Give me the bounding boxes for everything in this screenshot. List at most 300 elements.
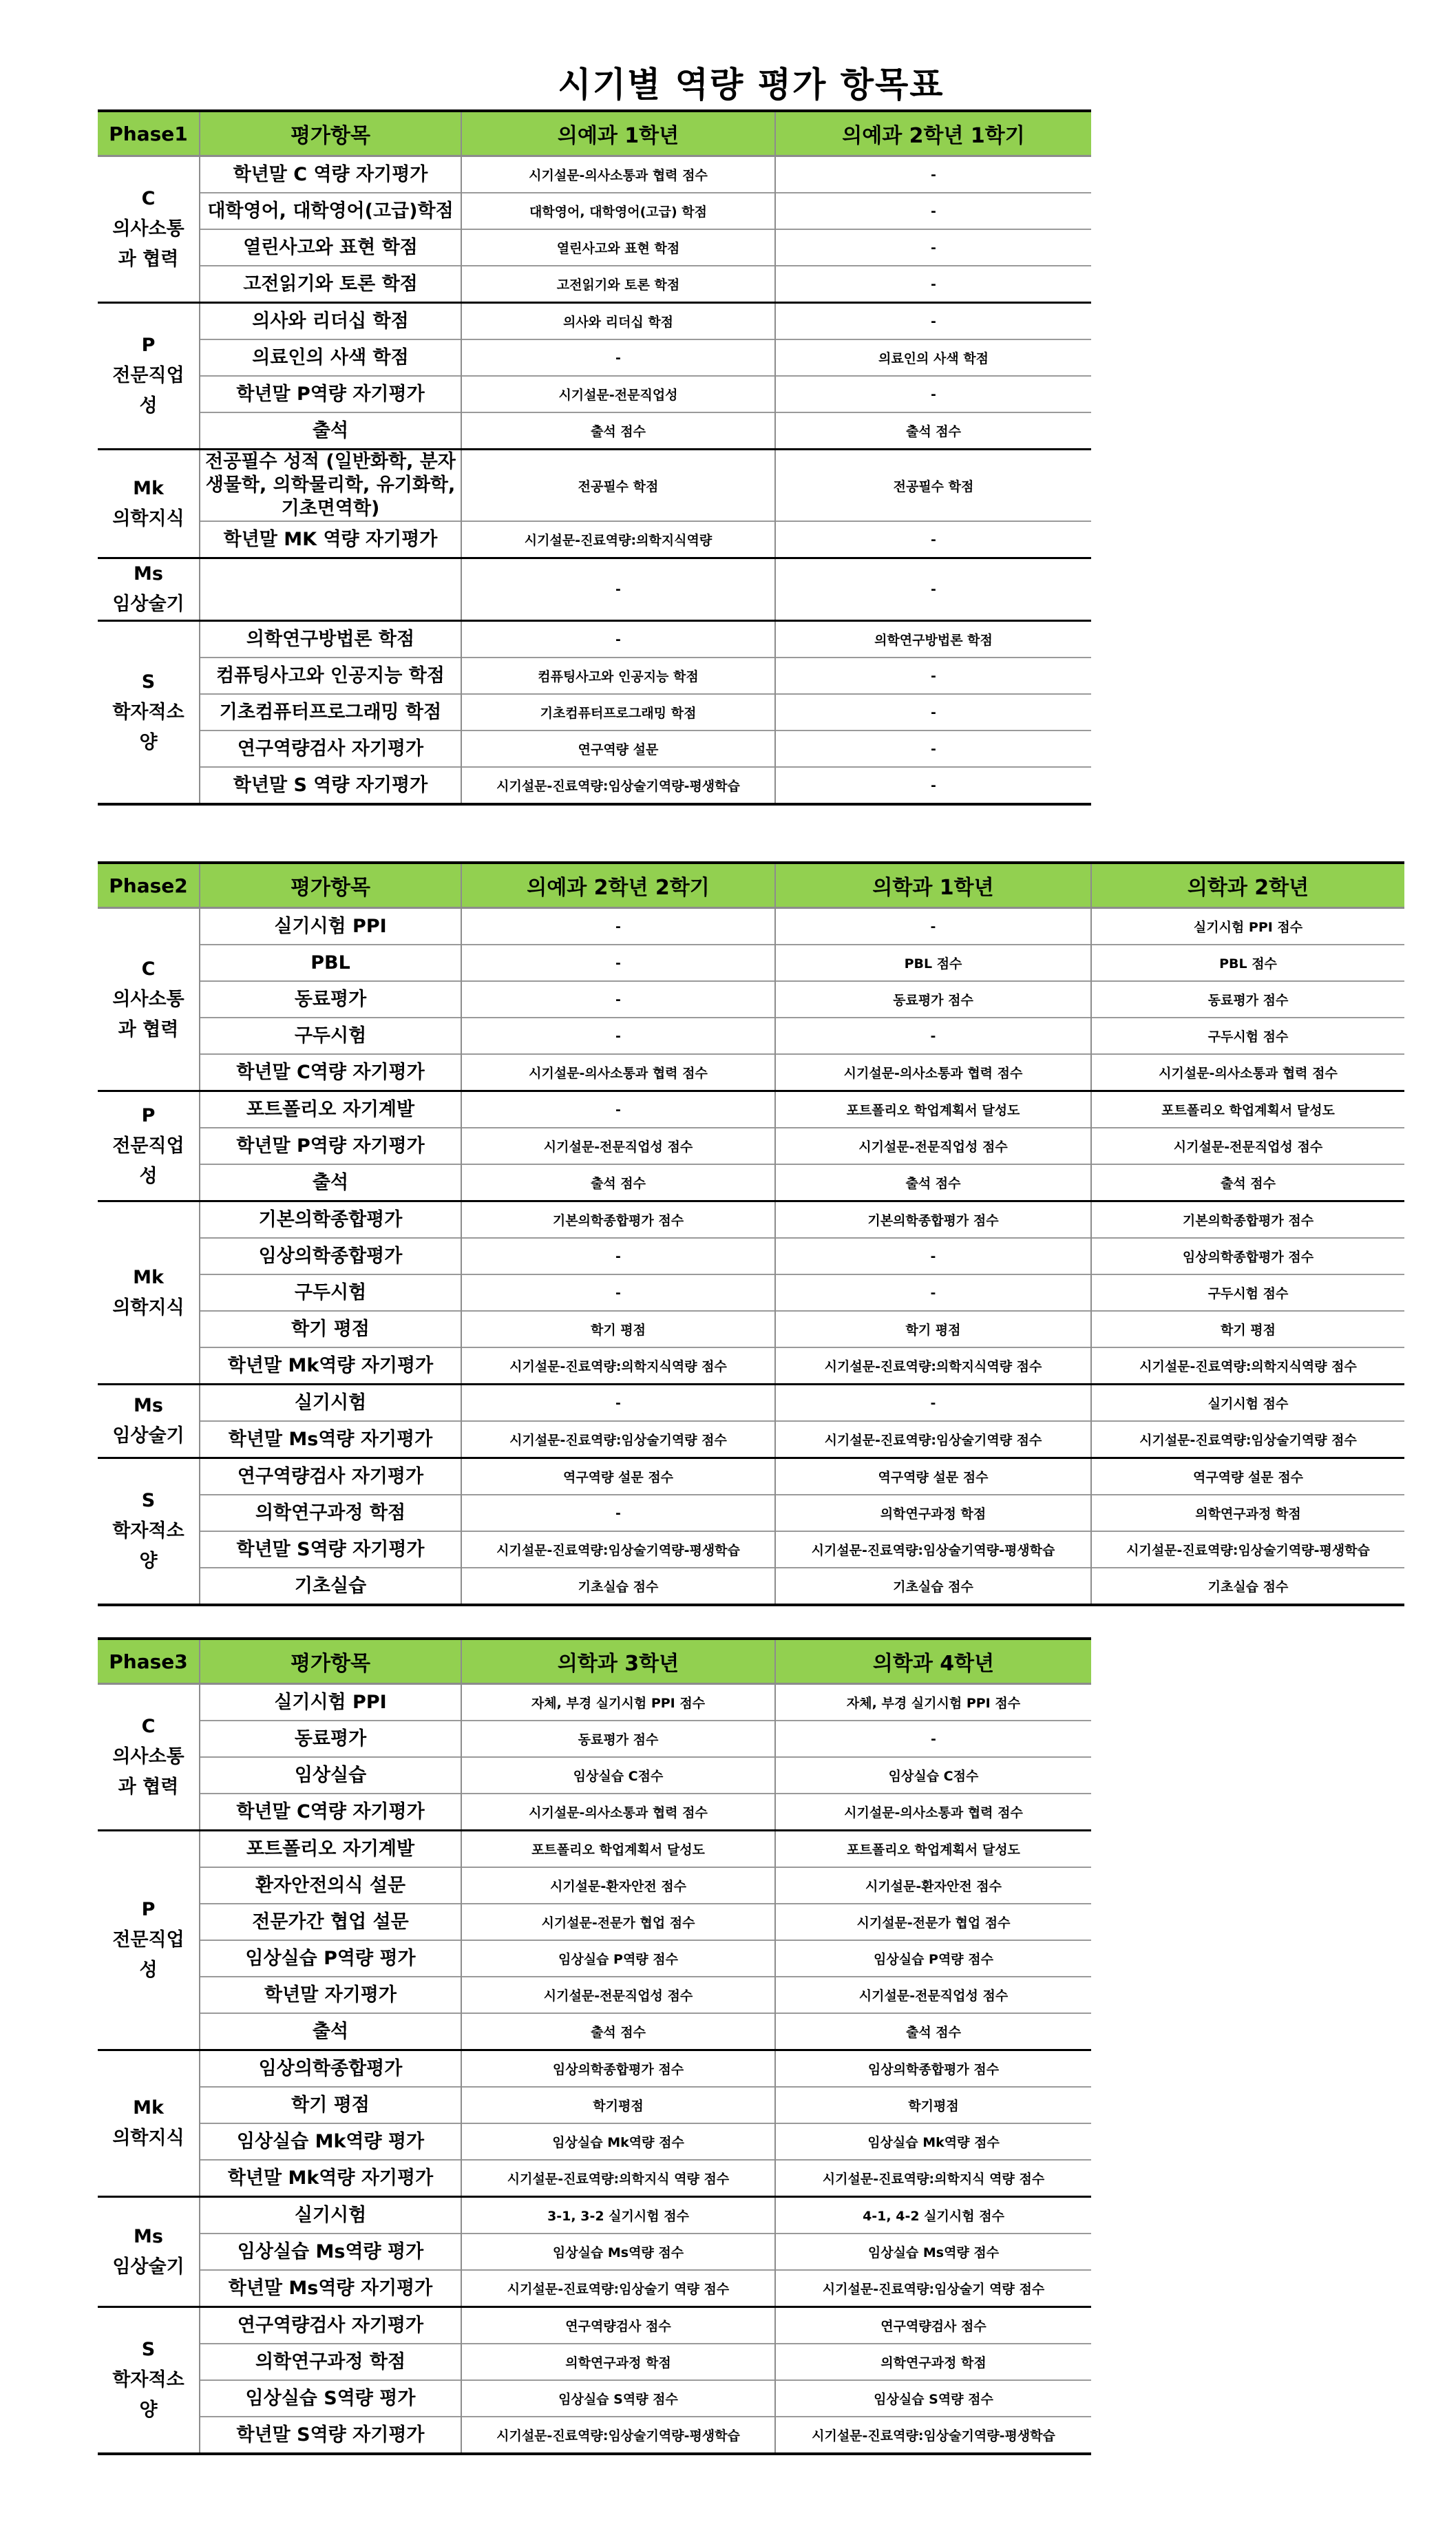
evaluation-item: 학년말 자기평가 xyxy=(200,1977,461,2013)
evaluation-value: 실기시험 점수 xyxy=(1091,1385,1404,1422)
evaluation-value: - xyxy=(775,266,1091,303)
evaluation-value: 3-1, 3-2 실기시험 점수 xyxy=(461,2197,775,2234)
evaluation-value: 시기설문-전문직업성 점수 xyxy=(1091,1128,1404,1164)
evaluation-value: 출석 점수 xyxy=(775,2013,1091,2050)
evaluation-value: - xyxy=(461,1385,775,1422)
evaluation-value: 임상실습 Mk역량 점수 xyxy=(775,2123,1091,2160)
table-row xyxy=(98,266,1091,303)
evaluation-value: - xyxy=(775,658,1091,694)
evaluation-item: 실기시험 xyxy=(200,1385,461,1422)
evaluation-item: 임상의학종합평가 xyxy=(200,1238,461,1274)
evaluation-value: - xyxy=(461,1238,775,1274)
evaluation-value: 임상실습 S역량 점수 xyxy=(461,2380,775,2417)
evaluation-item: 출석 xyxy=(200,2013,461,2050)
evaluation-value: - xyxy=(461,339,775,376)
table-row xyxy=(98,450,1091,522)
evaluation-value: - xyxy=(775,521,1091,558)
evaluation-item: 학년말 Ms역량 자기평가 xyxy=(200,1421,461,1458)
header-row xyxy=(98,111,1091,156)
evaluation-item: 의학연구방법론 학점 xyxy=(200,621,461,658)
evaluation-value: 출석 점수 xyxy=(461,1164,775,1201)
competency-name: 전문직업성 xyxy=(112,365,184,417)
evaluation-value: 의학연구과정 학점 xyxy=(775,1495,1091,1531)
competency-code: C xyxy=(141,188,156,209)
evaluation-value: 시기설문-의사소통과 협력 점수 xyxy=(461,1054,775,1091)
table-row xyxy=(98,229,1091,266)
evaluation-value: 시기설문-진료역량:의학지식역량 점수 xyxy=(1091,1347,1404,1385)
table-row xyxy=(98,1940,1091,1977)
competency-code: P xyxy=(141,1899,156,1920)
table-row xyxy=(98,1201,1404,1239)
competency-code: Mk xyxy=(133,1266,164,1288)
evaluation-value: - xyxy=(775,1721,1091,1757)
evaluation-item: 임상실습 S역량 평가 xyxy=(200,2380,461,2417)
table-row xyxy=(98,1164,1404,1201)
table-row xyxy=(98,1311,1404,1347)
table-row xyxy=(98,1238,1404,1274)
evaluation-value: 4-1, 4-2 실기시험 점수 xyxy=(775,2197,1091,2234)
table-row xyxy=(98,1794,1091,1831)
competency-code: Mk xyxy=(133,2097,164,2119)
competency-code: S xyxy=(141,671,156,693)
evaluation-item: 학년말 P역량 자기평가 xyxy=(200,376,461,412)
evaluation-item: 출석 xyxy=(200,412,461,450)
table-row xyxy=(98,2087,1091,2123)
evaluation-value: 출석 점수 xyxy=(775,412,1091,450)
table-row xyxy=(98,731,1091,767)
table-row xyxy=(98,694,1091,731)
evaluation-value: 시기설문-전문직업성 점수 xyxy=(461,1977,775,2013)
competency-group-p xyxy=(98,1831,200,2050)
evaluation-value: 시기설문-전문직업성 점수 xyxy=(775,1128,1091,1164)
evaluation-value: 시기설문-진료역량:임상술기 역량 점수 xyxy=(775,2270,1091,2307)
table-row xyxy=(98,1568,1404,1605)
table-row xyxy=(98,1421,1404,1458)
evaluation-value: 의학연구과정 학점 xyxy=(461,2344,775,2380)
evaluation-item: 의학연구과정 학점 xyxy=(200,1495,461,1531)
competency-name: 학자적소양 xyxy=(112,701,184,753)
evaluation-value: PBL 점수 xyxy=(775,945,1091,981)
table-row xyxy=(98,981,1404,1018)
evaluation-item: 임상실습 Ms역량 평가 xyxy=(200,2234,461,2270)
evaluation-value: - xyxy=(461,945,775,981)
evaluation-item: 실기시험 PPI xyxy=(200,908,461,945)
evaluation-value: - xyxy=(775,1385,1091,1422)
evaluation-value: 학기평점 xyxy=(775,2087,1091,2123)
evaluation-value: 시기설문-진료역량:의학지식역량 xyxy=(461,521,775,558)
column-header-period: 의예과 1학년 xyxy=(461,111,775,156)
evaluation-value: - xyxy=(775,1018,1091,1054)
competency-code: Mk xyxy=(133,477,164,499)
competency-group-s xyxy=(98,621,200,805)
evaluation-item: 의사와 리더십 학점 xyxy=(200,303,461,340)
evaluation-value: - xyxy=(775,767,1091,804)
table-row xyxy=(98,339,1091,376)
evaluation-value: 임상실습 P역량 점수 xyxy=(775,1940,1091,1977)
table-row xyxy=(98,376,1091,412)
evaluation-value: - xyxy=(775,193,1091,229)
competency-name: 임상술기 xyxy=(112,1425,184,1447)
evaluation-value: 임상실습 S역량 점수 xyxy=(775,2380,1091,2417)
table-row xyxy=(98,1385,1404,1422)
evaluation-item: 실기시험 xyxy=(200,2197,461,2234)
table-row xyxy=(98,1757,1091,1794)
evaluation-value: 출석 점수 xyxy=(461,2013,775,2050)
competency-group-mk xyxy=(98,1201,200,1385)
competency-code: C xyxy=(141,958,156,980)
evaluation-value: 시기설문-진료역량:임상술기역량-평생학습 xyxy=(775,1531,1091,1568)
phase1-table xyxy=(98,109,1091,806)
evaluation-value: 임상실습 C점수 xyxy=(775,1757,1091,1794)
evaluation-item: 학년말 MK 역량 자기평가 xyxy=(200,521,461,558)
table-row xyxy=(98,521,1091,558)
evaluation-value: 기초실습 점수 xyxy=(1091,1568,1404,1605)
competency-code: P xyxy=(141,335,156,356)
evaluation-value: 시기설문-전문직업성 점수 xyxy=(461,1128,775,1164)
evaluation-value: 시기설문-진료역량:의학지식역량 점수 xyxy=(775,1347,1091,1385)
evaluation-value: 의료인의 사색 학점 xyxy=(775,339,1091,376)
competency-group-p xyxy=(98,1091,200,1201)
table-row xyxy=(98,1977,1091,2013)
competency-name: 전문직업성 xyxy=(112,1135,184,1187)
table-row xyxy=(98,621,1091,658)
competency-code: S xyxy=(141,1490,156,1511)
evaluation-value: 의학연구과정 학점 xyxy=(775,2344,1091,2380)
column-header-period: 의예과 2학년 1학기 xyxy=(775,111,1091,156)
evaluation-value: 학기 평점 xyxy=(1091,1311,1404,1347)
competency-group-p xyxy=(98,303,200,450)
evaluation-item: 대학영어, 대학영어(고급)학점 xyxy=(200,193,461,229)
evaluation-item: 학년말 Mk역량 자기평가 xyxy=(200,2160,461,2197)
evaluation-value: 대학영어, 대학영어(고급) 학점 xyxy=(461,193,775,229)
competency-group-c xyxy=(98,156,200,303)
evaluation-item: 구두시험 xyxy=(200,1274,461,1311)
evaluation-value: 출석 점수 xyxy=(1091,1164,1404,1201)
column-header-item: 평가항목 xyxy=(200,863,461,908)
evaluation-item xyxy=(200,558,461,621)
evaluation-item: 전문가간 협업 설문 xyxy=(200,1904,461,1940)
evaluation-value: 시기설문-진료역량:의학지식 역량 점수 xyxy=(775,2160,1091,2197)
table-row xyxy=(98,2123,1091,2160)
evaluation-value: - xyxy=(775,1274,1091,1311)
phase-label: Phase3 xyxy=(98,1639,200,1684)
evaluation-item: 전공필수 성적 (일반화학, 분자생물학, 의학물리학, 유기화학, 기초면역학) xyxy=(200,450,461,522)
evaluation-value: 의사와 리더십 학점 xyxy=(461,303,775,340)
evaluation-value: - xyxy=(775,1238,1091,1274)
evaluation-value: 출석 점수 xyxy=(461,412,775,450)
evaluation-item: 학기 평점 xyxy=(200,1311,461,1347)
evaluation-value: 의학연구과정 학점 xyxy=(1091,1495,1404,1531)
evaluation-value: - xyxy=(461,1018,775,1054)
evaluation-value: 시기설문-진료역량:임상술기 역량 점수 xyxy=(461,2270,775,2307)
table-row xyxy=(98,2270,1091,2307)
competency-code: P xyxy=(141,1104,156,1126)
competency-group-mk xyxy=(98,450,200,558)
evaluation-item: 구두시험 xyxy=(200,1018,461,1054)
competency-name: 의학지식 xyxy=(112,507,184,529)
competency-name: 의사소통과 협력 xyxy=(112,1746,184,1798)
evaluation-value: - xyxy=(775,229,1091,266)
table-row xyxy=(98,1495,1404,1531)
column-header-period: 의예과 2학년 2학기 xyxy=(461,863,775,908)
evaluation-value: 연구역량 설문 xyxy=(461,731,775,767)
evaluation-item: PBL xyxy=(200,945,461,981)
header-row xyxy=(98,1639,1091,1684)
evaluation-item: 학년말 P역량 자기평가 xyxy=(200,1128,461,1164)
evaluation-value: 시기설문-진료역량:임상술기역량-평생학습 xyxy=(1091,1531,1404,1568)
evaluation-value: 역구역량 설문 점수 xyxy=(461,1458,775,1495)
table-row xyxy=(98,156,1091,193)
competency-name: 전문직업성 xyxy=(112,1929,184,1981)
evaluation-value: 임상실습 Mk역량 점수 xyxy=(461,2123,775,2160)
evaluation-value: PBL 점수 xyxy=(1091,945,1404,981)
evaluation-value: 임상의학종합평가 점수 xyxy=(1091,1238,1404,1274)
evaluation-item: 동료평가 xyxy=(200,1721,461,1757)
evaluation-item: 학년말 Ms역량 자기평가 xyxy=(200,2270,461,2307)
table-row xyxy=(98,1531,1404,1568)
evaluation-value: 포트폴리오 학업계획서 달성도 xyxy=(1091,1091,1404,1128)
evaluation-value: 의학연구방법론 학점 xyxy=(775,621,1091,658)
evaluation-value: 포트폴리오 학업계획서 달성도 xyxy=(461,1831,775,1868)
column-header-period: 의학과 2학년 xyxy=(1091,863,1404,908)
table-row xyxy=(98,1867,1091,1904)
evaluation-item: 임상의학종합평가 xyxy=(200,2050,461,2088)
evaluation-item: 학년말 Mk역량 자기평가 xyxy=(200,1347,461,1385)
evaluation-value: 임상실습 C점수 xyxy=(461,1757,775,1794)
competency-name: 학자적소양 xyxy=(112,1520,184,1572)
evaluation-value: 역구역량 설문 점수 xyxy=(1091,1458,1404,1495)
column-header-period: 의학과 1학년 xyxy=(775,863,1091,908)
evaluation-value: 시기설문-전문가 협업 점수 xyxy=(775,1904,1091,1940)
evaluation-value: 전공필수 학점 xyxy=(461,450,775,522)
evaluation-item: 학년말 S역량 자기평가 xyxy=(200,1531,461,1568)
evaluation-value: - xyxy=(775,303,1091,340)
table-row xyxy=(98,2160,1091,2197)
competency-group-ms xyxy=(98,2197,200,2307)
column-header-item: 평가항목 xyxy=(200,111,461,156)
evaluation-value: 임상의학종합평가 점수 xyxy=(775,2050,1091,2088)
phase2-table xyxy=(98,861,1404,1606)
evaluation-value: 출석 점수 xyxy=(775,1164,1091,1201)
evaluation-item: 의학연구과정 학점 xyxy=(200,2344,461,2380)
evaluation-value: 시기설문-진료역량:임상술기역량 점수 xyxy=(1091,1421,1404,1458)
evaluation-value: 시기설문-진료역량:의학지식 역량 점수 xyxy=(461,2160,775,2197)
evaluation-item: 환자안전의식 설문 xyxy=(200,1867,461,1904)
evaluation-value: 시기설문-환자안전 점수 xyxy=(461,1867,775,1904)
table-row xyxy=(98,1274,1404,1311)
table-row xyxy=(98,2013,1091,2050)
evaluation-value: 기본의학종합평가 점수 xyxy=(461,1201,775,1239)
competency-name: 의사소통과 협력 xyxy=(112,218,184,270)
evaluation-value: - xyxy=(775,694,1091,731)
competency-group-c xyxy=(98,908,200,1091)
evaluation-value: - xyxy=(461,908,775,945)
table-row xyxy=(98,1054,1404,1091)
table-row xyxy=(98,558,1091,621)
table-row xyxy=(98,1091,1404,1128)
table-row xyxy=(98,412,1091,450)
competency-code: Ms xyxy=(134,2225,163,2247)
competency-code: Ms xyxy=(134,1395,163,1416)
table-row xyxy=(98,193,1091,229)
table-row xyxy=(98,945,1404,981)
evaluation-value: - xyxy=(775,558,1091,621)
evaluation-value: 동료평가 점수 xyxy=(775,981,1091,1018)
evaluation-value: - xyxy=(461,621,775,658)
evaluation-value: 시기설문-의사소통과 협력 점수 xyxy=(461,156,775,193)
evaluation-value: 학기 평점 xyxy=(461,1311,775,1347)
evaluation-value: - xyxy=(775,731,1091,767)
phase-label: Phase2 xyxy=(98,863,200,908)
table-row xyxy=(98,1128,1404,1164)
column-header-item: 평가항목 xyxy=(200,1639,461,1684)
evaluation-value: 시기설문-진료역량:임상술기역량-평생학습 xyxy=(461,2417,775,2454)
evaluation-item: 출석 xyxy=(200,1164,461,1201)
evaluation-value: 포트폴리오 학업계획서 달성도 xyxy=(775,1091,1091,1128)
evaluation-value: 시기설문-의사소통과 협력 점수 xyxy=(1091,1054,1404,1091)
evaluation-value: 학기 평점 xyxy=(775,1311,1091,1347)
competency-name: 학자적소양 xyxy=(112,2369,184,2421)
evaluation-item: 임상실습 xyxy=(200,1757,461,1794)
evaluation-item: 포트폴리오 자기계발 xyxy=(200,1091,461,1128)
evaluation-value: - xyxy=(461,1495,775,1531)
evaluation-value: 시기설문-전문직업성 점수 xyxy=(775,1977,1091,2013)
evaluation-value: 기초컴퓨터프로그래밍 학점 xyxy=(461,694,775,731)
evaluation-value: - xyxy=(461,1274,775,1311)
evaluation-value: 기본의학종합평가 점수 xyxy=(1091,1201,1404,1239)
competency-group-c xyxy=(98,1684,200,1831)
evaluation-item: 학년말 S역량 자기평가 xyxy=(200,2417,461,2454)
evaluation-item: 기본의학종합평가 xyxy=(200,1201,461,1239)
evaluation-item: 기초컴퓨터프로그래밍 학점 xyxy=(200,694,461,731)
evaluation-value: 역구역량 설문 점수 xyxy=(775,1458,1091,1495)
evaluation-item: 학년말 C역량 자기평가 xyxy=(200,1794,461,1831)
evaluation-item: 열린사고와 표현 학점 xyxy=(200,229,461,266)
phase3-table xyxy=(98,1637,1091,2455)
evaluation-value: - xyxy=(775,376,1091,412)
table-row xyxy=(98,1831,1091,1868)
evaluation-value: 동료평가 점수 xyxy=(1091,981,1404,1018)
evaluation-item: 학년말 C역량 자기평가 xyxy=(200,1054,461,1091)
table-row xyxy=(98,1018,1404,1054)
evaluation-value: 시기설문-진료역량:임상술기역량-평생학습 xyxy=(461,767,775,804)
evaluation-item: 포트폴리오 자기계발 xyxy=(200,1831,461,1868)
evaluation-value: 시기설문-진료역량:임상술기역량-평생학습 xyxy=(775,2417,1091,2454)
evaluation-value: - xyxy=(461,981,775,1018)
evaluation-value: 구두시험 점수 xyxy=(1091,1018,1404,1054)
evaluation-item: 기초실습 xyxy=(200,1568,461,1605)
evaluation-item: 컴퓨팅사고와 인공지능 학점 xyxy=(200,658,461,694)
evaluation-value: 동료평가 점수 xyxy=(461,1721,775,1757)
evaluation-item: 동료평가 xyxy=(200,981,461,1018)
column-header-period: 의학과 4학년 xyxy=(775,1639,1091,1684)
table-row xyxy=(98,908,1404,945)
competency-name: 의학지식 xyxy=(112,2127,184,2149)
table-row xyxy=(98,2344,1091,2380)
evaluation-value: 시기설문-의사소통과 협력 점수 xyxy=(775,1054,1091,1091)
table-row xyxy=(98,2197,1091,2234)
evaluation-value: - xyxy=(461,558,775,621)
competency-name: 임상술기 xyxy=(112,2256,184,2278)
header-row xyxy=(98,863,1404,908)
table-row xyxy=(98,767,1091,804)
phase-label: Phase1 xyxy=(98,111,200,156)
evaluation-value: 학기평점 xyxy=(461,2087,775,2123)
evaluation-value: 컴퓨팅사고와 인공지능 학점 xyxy=(461,658,775,694)
table-row xyxy=(98,1458,1404,1495)
competency-code: Ms xyxy=(134,563,163,585)
evaluation-value: 기초실습 점수 xyxy=(775,1568,1091,1605)
table-row xyxy=(98,2417,1091,2454)
competency-name: 의학지식 xyxy=(112,1296,184,1318)
page-title: 시기별 역량 평가 항목표 xyxy=(558,65,945,105)
evaluation-value: 시기설문-전문직업성 xyxy=(461,376,775,412)
evaluation-value: 실기시험 PPI 점수 xyxy=(1091,908,1404,945)
competency-group-ms xyxy=(98,558,200,621)
evaluation-item: 학년말 S 역량 자기평가 xyxy=(200,767,461,804)
column-header-period: 의학과 3학년 xyxy=(461,1639,775,1684)
evaluation-value: 연구역량검사 점수 xyxy=(461,2307,775,2344)
evaluation-value: 시기설문-진료역량:의학지식역량 점수 xyxy=(461,1347,775,1385)
evaluation-value: 연구역량검사 점수 xyxy=(775,2307,1091,2344)
competency-group-ms xyxy=(98,1385,200,1458)
evaluation-value: 임상의학종합평가 점수 xyxy=(461,2050,775,2088)
table-row xyxy=(98,2050,1091,2088)
evaluation-value: - xyxy=(461,1091,775,1128)
competency-name: 의사소통과 협력 xyxy=(112,988,184,1040)
evaluation-value: 임상실습 Ms역량 점수 xyxy=(461,2234,775,2270)
evaluation-value: 자체, 부경 실기시험 PPI 점수 xyxy=(461,1684,775,1721)
table-row xyxy=(98,1721,1091,1757)
evaluation-value: 시기설문-의사소통과 협력 점수 xyxy=(461,1794,775,1831)
evaluation-item: 연구역량검사 자기평가 xyxy=(200,1458,461,1495)
evaluation-item: 연구역량검사 자기평가 xyxy=(200,731,461,767)
evaluation-value: 포트폴리오 학업계획서 달성도 xyxy=(775,1831,1091,1868)
evaluation-value: 임상실습 P역량 점수 xyxy=(461,1940,775,1977)
table-row xyxy=(98,2234,1091,2270)
evaluation-item: 의료인의 사색 학점 xyxy=(200,339,461,376)
evaluation-item: 학년말 C 역량 자기평가 xyxy=(200,156,461,193)
competency-group-mk xyxy=(98,2050,200,2197)
evaluation-value: 임상실습 Ms역량 점수 xyxy=(775,2234,1091,2270)
evaluation-value: 시기설문-진료역량:임상술기역량-평생학습 xyxy=(461,1531,775,1568)
evaluation-item: 실기시험 PPI xyxy=(200,1684,461,1721)
table-row xyxy=(98,2307,1091,2344)
evaluation-item: 고전읽기와 토론 학점 xyxy=(200,266,461,303)
competency-code: C xyxy=(141,1716,156,1737)
competency-name: 임상술기 xyxy=(112,593,184,615)
competency-group-s xyxy=(98,2307,200,2455)
evaluation-value: 자체, 부경 실기시험 PPI 점수 xyxy=(775,1684,1091,1721)
evaluation-value: 기본의학종합평가 점수 xyxy=(775,1201,1091,1239)
evaluation-value: 시기설문-의사소통과 협력 점수 xyxy=(775,1794,1091,1831)
evaluation-value: 기초실습 점수 xyxy=(461,1568,775,1605)
evaluation-value: 구두시험 점수 xyxy=(1091,1274,1404,1311)
evaluation-value: 시기설문-전문가 협업 점수 xyxy=(461,1904,775,1940)
evaluation-value: 시기설문-환자안전 점수 xyxy=(775,1867,1091,1904)
table-row xyxy=(98,2380,1091,2417)
competency-code: S xyxy=(141,2339,156,2360)
table-row xyxy=(98,1347,1404,1385)
table-row xyxy=(98,1904,1091,1940)
evaluation-item: 학기 평점 xyxy=(200,2087,461,2123)
table-row xyxy=(98,303,1091,340)
evaluation-value: 시기설문-진료역량:임상술기역량 점수 xyxy=(775,1421,1091,1458)
evaluation-value: - xyxy=(775,908,1091,945)
table-row xyxy=(98,658,1091,694)
evaluation-value: - xyxy=(775,156,1091,193)
evaluation-item: 임상실습 P역량 평가 xyxy=(200,1940,461,1977)
